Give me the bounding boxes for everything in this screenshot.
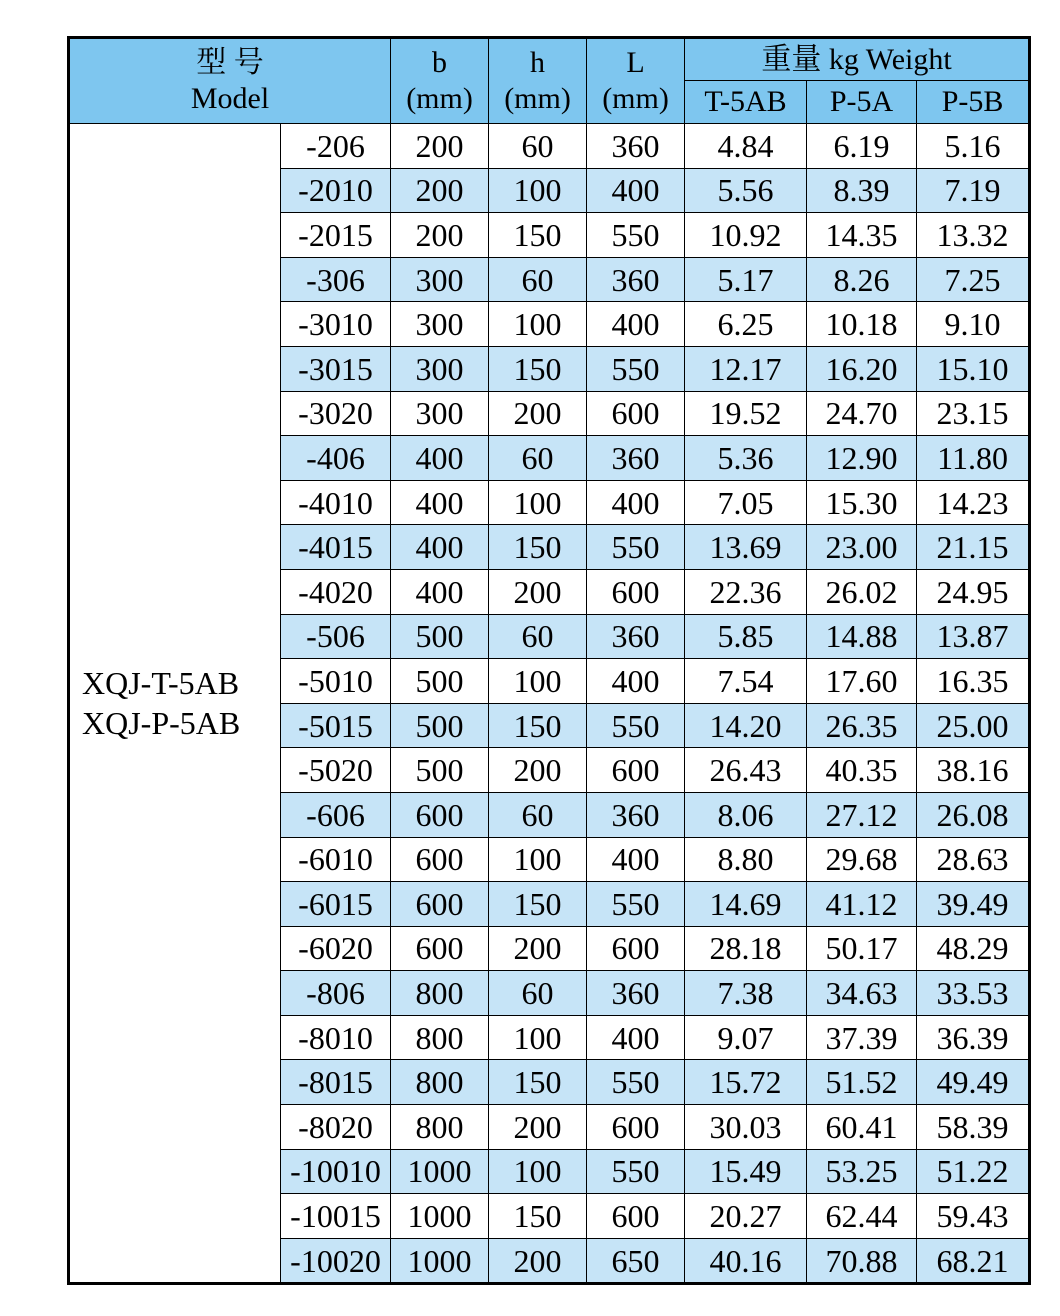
h-cell: 100 [489,1149,587,1194]
weight-p5b-cell: 38.16 [917,748,1030,793]
weight-t5ab-cell: 5.36 [685,436,807,481]
weight-p5b-cell: 21.15 [917,525,1030,570]
h-cell: 100 [489,480,587,525]
weight-p5a-cell: 8.26 [807,257,917,302]
weight-p5a-cell: 17.60 [807,659,917,704]
h-cell: 150 [489,1060,587,1105]
weight-t5ab-cell: 12.17 [685,346,807,391]
weight-p5b-cell: 25.00 [917,703,1030,748]
b-cell: 600 [391,837,489,882]
series-name: XQJ-T-5AB [82,665,240,702]
h-header [489,38,587,124]
b-cell: 200 [391,168,489,213]
model-cell: -3020 [281,391,391,436]
b-cell: 800 [391,971,489,1016]
weight-p5a-cell: 51.52 [807,1060,917,1105]
weight-p5a-cell: 41.12 [807,882,917,927]
weight-p5a-cell: 16.20 [807,346,917,391]
b-cell: 400 [391,480,489,525]
l-cell: 550 [587,703,685,748]
weight-p5b-cell: 49.49 [917,1060,1030,1105]
weight-p5a-cell: 62.44 [807,1194,917,1239]
model-cell: -2015 [281,213,391,258]
l-cell: 600 [587,1194,685,1239]
weight-t5ab-cell: 15.72 [685,1060,807,1105]
h-cell: 150 [489,213,587,258]
l-cell: 400 [587,302,685,347]
weight-t5ab-cell: 6.25 [685,302,807,347]
weight-t5ab-cell: 5.85 [685,614,807,659]
h-cell: 60 [489,971,587,1016]
weight-p5a-cell: 26.02 [807,569,917,614]
l-cell: 600 [587,569,685,614]
weight-t5ab-cell: 13.69 [685,525,807,570]
weight-p5a-cell: 8.39 [807,168,917,213]
weight-t5ab-cell: 8.80 [685,837,807,882]
h-cell: 150 [489,882,587,927]
weight-t5ab-cell: 15.49 [685,1149,807,1194]
weight-t5ab-cell: 5.17 [685,257,807,302]
b-cell: 1000 [391,1194,489,1239]
l-header [587,38,685,124]
weight-p5a-cell: 34.63 [807,971,917,1016]
weight-col-t5ab: T-5AB [685,81,807,124]
table-body [69,124,1030,1284]
weight-p5a-cell: 23.00 [807,525,917,570]
l-cell: 550 [587,346,685,391]
table-row [69,124,1030,169]
weight-p5b-cell: 9.10 [917,302,1030,347]
weight-p5b-cell: 13.87 [917,614,1030,659]
weight-p5a-cell: 14.35 [807,213,917,258]
model-cell: -3010 [281,302,391,347]
h-header-label: h [530,46,546,79]
weight-t5ab-cell: 20.27 [685,1194,807,1239]
weight-p5b-cell: 48.29 [917,926,1030,971]
weight-t5ab-cell: 28.18 [685,926,807,971]
weight-t5ab-cell: 10.92 [685,213,807,258]
weight-t5ab-cell: 22.36 [685,569,807,614]
model-cell: -206 [281,124,391,169]
h-cell: 150 [489,525,587,570]
h-cell: 200 [489,926,587,971]
weight-t5ab-cell: 8.06 [685,792,807,837]
weight-p5a-cell: 15.30 [807,480,917,525]
b-cell: 600 [391,926,489,971]
weight-p5b-cell: 16.35 [917,659,1030,704]
h-cell: 60 [489,614,587,659]
h-cell: 150 [489,1194,587,1239]
l-cell: 550 [587,1060,685,1105]
weight-p5b-cell: 7.25 [917,257,1030,302]
weight-p5b-cell: 26.08 [917,792,1030,837]
weight-p5b-cell: 33.53 [917,971,1030,1016]
model-cell: -4010 [281,480,391,525]
h-cell: 150 [489,703,587,748]
weight-p5a-cell: 70.88 [807,1238,917,1284]
table-header [69,38,1030,124]
b-cell: 800 [391,1015,489,1060]
weight-col-p5b: P-5B [917,81,1030,124]
h-cell: 150 [489,346,587,391]
model-cell: -606 [281,792,391,837]
model-cell: -8020 [281,1105,391,1150]
weight-t5ab-cell: 30.03 [685,1105,807,1150]
weight-p5a-cell: 40.35 [807,748,917,793]
b-cell: 800 [391,1105,489,1150]
l-cell: 550 [587,525,685,570]
weight-p5a-cell: 10.18 [807,302,917,347]
h-cell: 200 [489,1238,587,1284]
l-cell: 400 [587,837,685,882]
l-cell: 360 [587,257,685,302]
h-cell: 100 [489,837,587,882]
h-header-unit: (mm) [504,82,571,115]
weight-p5a-cell: 53.25 [807,1149,917,1194]
b-cell: 400 [391,525,489,570]
model-cell: -406 [281,436,391,481]
h-cell: 100 [489,659,587,704]
h-cell: 200 [489,569,587,614]
weight-p5a-cell: 50.17 [807,926,917,971]
weight-p5b-cell: 13.32 [917,213,1030,258]
model-cell: -5020 [281,748,391,793]
weight-p5b-cell: 7.19 [917,168,1030,213]
h-cell: 100 [489,168,587,213]
b-cell: 200 [391,213,489,258]
l-cell: 400 [587,1015,685,1060]
b-cell: 500 [391,703,489,748]
l-cell: 600 [587,748,685,793]
l-cell: 360 [587,614,685,659]
b-cell: 600 [391,792,489,837]
weight-header: 重量 kg Weight [685,38,1030,81]
weight-t5ab-cell: 4.84 [685,124,807,169]
b-cell: 300 [391,346,489,391]
l-cell: 550 [587,882,685,927]
model-cell: -2010 [281,168,391,213]
weight-p5a-cell: 27.12 [807,792,917,837]
weight-p5b-cell: 39.49 [917,882,1030,927]
weight-p5b-cell: 5.16 [917,124,1030,169]
weight-p5a-cell: 60.41 [807,1105,917,1150]
model-cell: -306 [281,257,391,302]
l-cell: 360 [587,792,685,837]
model-cell: -806 [281,971,391,1016]
weight-t5ab-cell: 14.69 [685,882,807,927]
model-cell: -10020 [281,1238,391,1284]
weight-col-p5a: P-5A [807,81,917,124]
series-cell [69,124,281,1284]
l-header-unit: (mm) [602,82,669,115]
model-cell: -8010 [281,1015,391,1060]
weight-p5b-cell: 24.95 [917,569,1030,614]
b-cell: 800 [391,1060,489,1105]
model-cell: -6020 [281,926,391,971]
model-cell: -5015 [281,703,391,748]
b-cell: 500 [391,614,489,659]
weight-t5ab-cell: 7.38 [685,971,807,1016]
spec-table [67,36,1031,1285]
model-header-en: Model [190,82,270,115]
weight-p5b-cell: 36.39 [917,1015,1030,1060]
model-cell: -3015 [281,346,391,391]
weight-t5ab-cell: 19.52 [685,391,807,436]
h-cell: 100 [489,1015,587,1060]
l-header-label: L [626,46,645,79]
l-cell: 600 [587,926,685,971]
weight-p5a-cell: 6.19 [807,124,917,169]
b-cell: 1000 [391,1238,489,1284]
h-cell: 200 [489,391,587,436]
weight-t5ab-cell: 9.07 [685,1015,807,1060]
weight-t5ab-cell: 14.20 [685,703,807,748]
b-cell: 400 [391,436,489,481]
l-cell: 550 [587,1149,685,1194]
weight-p5b-cell: 15.10 [917,346,1030,391]
weight-p5b-cell: 51.22 [917,1149,1030,1194]
model-cell: -6010 [281,837,391,882]
weight-p5b-cell: 23.15 [917,391,1030,436]
weight-p5b-cell: 11.80 [917,436,1030,481]
weight-p5a-cell: 29.68 [807,837,917,882]
model-cell: -6015 [281,882,391,927]
model-header-cn: 型 号 [196,46,264,79]
l-cell: 600 [587,391,685,436]
l-cell: 360 [587,971,685,1016]
b-cell: 400 [391,569,489,614]
b-header-label: b [432,46,448,79]
weight-t5ab-cell: 5.56 [685,168,807,213]
l-cell: 650 [587,1238,685,1284]
weight-t5ab-cell: 7.05 [685,480,807,525]
b-cell: 500 [391,659,489,704]
weight-p5a-cell: 24.70 [807,391,917,436]
b-header-unit: (mm) [406,82,473,115]
model-cell: -4020 [281,569,391,614]
b-cell: 300 [391,302,489,347]
h-cell: 100 [489,302,587,347]
b-cell: 1000 [391,1149,489,1194]
weight-p5b-cell: 58.39 [917,1105,1030,1150]
h-cell: 200 [489,748,587,793]
b-cell: 300 [391,391,489,436]
h-cell: 60 [489,436,587,481]
model-cell: -8015 [281,1060,391,1105]
b-cell: 200 [391,124,489,169]
weight-p5b-cell: 59.43 [917,1194,1030,1239]
weight-t5ab-cell: 7.54 [685,659,807,704]
weight-p5b-cell: 14.23 [917,480,1030,525]
model-header [69,38,391,124]
model-cell: -10010 [281,1149,391,1194]
b-header [391,38,489,124]
weight-p5a-cell: 26.35 [807,703,917,748]
b-cell: 500 [391,748,489,793]
model-cell: -5010 [281,659,391,704]
h-cell: 60 [489,792,587,837]
b-cell: 300 [391,257,489,302]
weight-p5b-cell: 68.21 [917,1238,1030,1284]
model-cell: -506 [281,614,391,659]
l-cell: 400 [587,659,685,704]
weight-t5ab-cell: 26.43 [685,748,807,793]
l-cell: 400 [587,480,685,525]
model-cell: -10015 [281,1194,391,1239]
model-cell: -4015 [281,525,391,570]
h-cell: 60 [489,124,587,169]
b-cell: 600 [391,882,489,927]
weight-p5b-cell: 28.63 [917,837,1030,882]
l-cell: 400 [587,168,685,213]
weight-p5a-cell: 14.88 [807,614,917,659]
weight-p5a-cell: 12.90 [807,436,917,481]
l-cell: 600 [587,1105,685,1150]
series-name: XQJ-P-5AB [82,705,241,742]
l-cell: 550 [587,213,685,258]
h-cell: 60 [489,257,587,302]
h-cell: 200 [489,1105,587,1150]
l-cell: 360 [587,124,685,169]
weight-t5ab-cell: 40.16 [685,1238,807,1284]
l-cell: 360 [587,436,685,481]
weight-p5a-cell: 37.39 [807,1015,917,1060]
